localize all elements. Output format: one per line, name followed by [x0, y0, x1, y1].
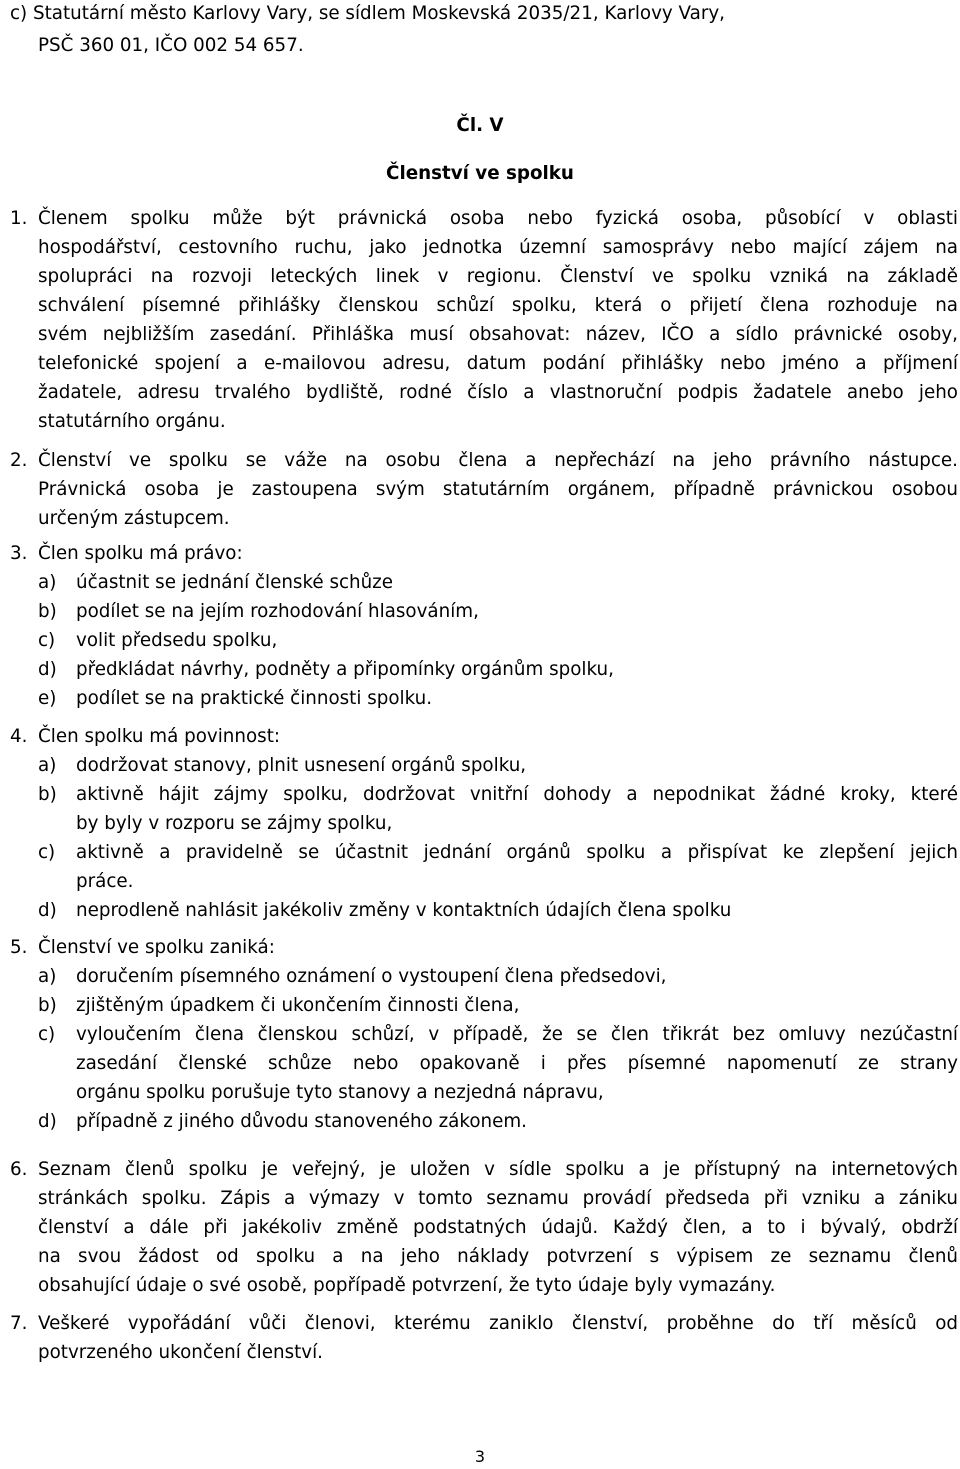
- intro-line-1: c) Statutární město Karlovy Vary, se sídlem Moskevská 2035/21, Karlovy Vary,: [10, 3, 725, 24]
- list-item-label: d): [38, 900, 57, 921]
- list-item-text: neprodleně nahlásit jakékoliv změny v kontaktních údajích člena spolku: [76, 900, 732, 921]
- list-item-text: práce.: [76, 871, 134, 892]
- page-number: 3: [474, 1447, 486, 1466]
- list-item-label: b): [38, 784, 57, 805]
- list-item-text: aktivně hájit zájmy spolku, dodržovat vnitřní dohody a nepodnikat žádné kroky, které: [76, 784, 958, 805]
- paragraph-line: členství a dále při jakékoliv změně podstatných údajů. Každý člen, a to i bývalý, obdrží: [38, 1217, 958, 1238]
- paragraph-line: stránkách spolku. Zápis a výmazy v tomto seznamu provádí předseda při vzniku a zániku: [38, 1188, 958, 1209]
- list-item-text: zjištěným úpadkem či ukončením činnosti člena,: [76, 995, 520, 1016]
- list-item-label: d): [38, 659, 57, 680]
- list-item-label: d): [38, 1111, 57, 1132]
- list-item-text: účastnit se jednání členské schůze: [76, 572, 394, 593]
- paragraph-line: spolupráci na rozvoji leteckých linek v regionu. Členství ve spolku vzniká na základě: [38, 266, 958, 287]
- list-item-label: a): [38, 572, 57, 593]
- paragraph-line: Právnická osoba je zastoupena svým statutárním orgánem, případně právnickou osobou: [38, 479, 958, 500]
- list-item-text: vyloučením člena členskou schůzí, v případě, že se člen třikrát bez omluvy nezúčastní: [76, 1024, 958, 1045]
- paragraph-line: obsahující údaje o své osobě, popřípadě potvrzení, že tyto údaje byly vymazány.: [38, 1275, 776, 1296]
- list-item-text: podílet se na praktické činnosti spolku.: [76, 688, 433, 709]
- paragraph-line: hospodářství, cestovního ruchu, jako jednotka územní samosprávy nebo mající zájem na: [38, 237, 958, 258]
- list-item-text: by byly v rozporu se zájmy spolku,: [76, 813, 393, 834]
- intro-line-2: PSČ 360 01, IČO 002 54 657.: [38, 35, 304, 56]
- list-item-label: b): [38, 601, 57, 622]
- paragraph-2-number: 2.: [10, 450, 28, 471]
- list-item-text: aktivně a pravidelně se účastnit jednání orgánů spolku a přispívat ke zlepšení jejich: [76, 842, 958, 863]
- article-title: Členství ve spolku: [386, 163, 574, 184]
- list-item-label: a): [38, 755, 57, 776]
- paragraph-4-number: 4.: [10, 726, 28, 747]
- list-item-label: c): [38, 1024, 56, 1045]
- paragraph-6-number: 6.: [10, 1159, 28, 1180]
- paragraph-line: statutárního orgánu.: [38, 411, 226, 432]
- list-item-text: doručením písemného oznámení o vystoupení člena předsedovi,: [76, 966, 667, 987]
- paragraph-line: potvrzeného ukončení členství.: [38, 1342, 323, 1363]
- paragraph-4-lead: Člen spolku má povinnost:: [38, 726, 281, 747]
- paragraph-line: Členství ve spolku se váže na osobu člena a nepřechází na jeho právního nástupce.: [38, 450, 958, 471]
- list-item-text: předkládat návrhy, podněty a připomínky orgánům spolku,: [76, 659, 614, 680]
- list-item-label: a): [38, 966, 57, 987]
- paragraph-line: žadatele, adresu trvalého bydliště, rodné číslo a vlastnoruční podpis žadatele anebo jeho: [38, 382, 958, 403]
- paragraph-line: schválení písemné přihlášky členskou schůzí spolku, která o přijetí člena rozhoduje na: [38, 295, 958, 316]
- paragraph-line: Členem spolku může být právnická osoba nebo fyzická osoba, působící v oblasti: [38, 208, 958, 229]
- paragraph-3-number: 3.: [10, 543, 28, 564]
- list-item-text: případně z jiného důvodu stanoveného zákonem.: [76, 1111, 527, 1132]
- paragraph-5-number: 5.: [10, 937, 28, 958]
- paragraph-7-number: 7.: [10, 1313, 28, 1334]
- list-item-text: orgánu spolku porušuje tyto stanovy a nezjedná nápravu,: [76, 1082, 604, 1103]
- paragraph-line: svém nejbližším zasedání. Přihláška musí obsahovat: název, IČO a sídlo právnické osoby,: [38, 324, 958, 345]
- list-item-text: zasedání členské schůze nebo opakovaně i přes písemné napomenutí ze strany: [76, 1053, 958, 1074]
- article-number: Čl. V: [456, 115, 504, 136]
- paragraph-line: na svou žádost od spolku a na jeho náklady potvrzení s výpisem ze seznamu členů: [38, 1246, 958, 1267]
- paragraph-1-number: 1.: [10, 208, 28, 229]
- list-item-text: volit předsedu spolku,: [76, 630, 278, 651]
- list-item-label: b): [38, 995, 57, 1016]
- paragraph-5-lead: Členství ve spolku zaniká:: [38, 937, 275, 958]
- paragraph-line: Seznam členů spolku je veřejný, je uložen v sídle spolku a je přístupný na internetových: [38, 1159, 958, 1180]
- paragraph-line: určeným zástupcem.: [38, 508, 230, 529]
- paragraph-3-lead: Člen spolku má právo:: [38, 543, 243, 564]
- list-item-label: e): [38, 688, 57, 709]
- paragraph-line: Veškeré vypořádání vůči členovi, kterému zaniklo členství, proběhne do tří měsíců od: [38, 1313, 958, 1334]
- paragraph-line: telefonické spojení a e-mailovou adresu, datum podání přihlášky nebo jméno a příjmení: [38, 353, 958, 374]
- list-item-text: dodržovat stanovy, plnit usnesení orgánů spolku,: [76, 755, 527, 776]
- list-item-text: podílet se na jejím rozhodování hlasováním,: [76, 601, 479, 622]
- list-item-label: c): [38, 842, 56, 863]
- list-item-label: c): [38, 630, 56, 651]
